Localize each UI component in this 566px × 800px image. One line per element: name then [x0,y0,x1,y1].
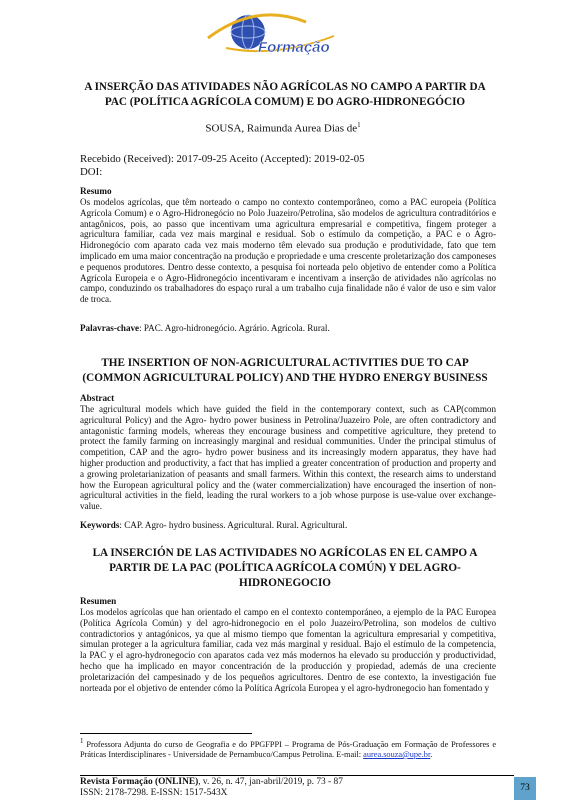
keywords-label: Keywords [80,520,120,530]
footnote-text: Professora Adjunta do curso de Geografia e do PPGFPPI – Programa de Pós-Graduação em Formação de Professores e Práticas Interdisciplinares - Universidade de Pernambuco/Campus Petrolina. E-mail: [80,739,496,759]
title-line: PAC (POLÍTICA AGRÍCOLA COMUM) E DO AGRO-HIDRONEGÓCIO [104,96,466,108]
author-name: SOUSA, Raimunda Aurea Dias de [205,122,358,135]
title-line: HIDRONEGOCIO [239,577,331,589]
footnote: $^1$ Professora Adjunta do curso de Geografia e do PPGFPPI – Programa de Pós-Graduação em Formação de Professores e Práticas Interdisciplinares - Universidade de Pernambuco/Campus Petrolina. E-mail: aurea.souza@upe.br. [80,738,496,759]
keywords-en [80,520,496,530]
title-line: A INSERÇÃO DAS ATIVIDADES NÃO AGRÍCOLAS NO CAMPO A PARTIR DA [84,81,486,93]
abstract-heading-en: Abstract [80,393,115,403]
title-line: THE INSERTION OF NON-AGRICULTURAL ACTIVITIES DUE TO CAP [101,357,469,369]
journal-logo [196,8,346,60]
author-email-link[interactable]: aurea.souza@upe.br [363,749,431,759]
received-accepted-dates: Recebido (Received): 2017-09-25 Aceito (Accepted): 2019-02-05 [80,153,365,165]
abstract-text-es: Los modelos agrícolas que han orientado el campo en el contexto contemporáneo, a ejemplo de la PAC Europea (Política Agrícola Común) y del agro-hidronegocio en el polo Juazeiro/Petrolina, son modelos de cultivo contradictorios y antagónicos, ya que al mismo tiempo que fomentan la agricultura empresarial y competitiva, simulan proteger a la agricultura familiar, cada vez más marginal y residual. Bajo el estímulo de la competencia, la PAC y el agro-hydronegocio con aparatos cada vez más modernos ha elevado su producción y productividad, hecho que ha implicado en mayor concentración de la producción y propiedad, además de una creciente proletarización del campesinado y de los pequeños agricultores. Dentro de ese contexto, la investigación fue norteada por el objetivo de entender cómo la Política Agrícola Europea y el agro-hydronegocio han fomentado y [80,607,496,693]
footnote-separator [80,733,252,734]
journal-footer [80,777,343,799]
journal-issn: ISSN: 2178-7298. E-ISSN: 1517-543X [80,788,228,798]
article-title-pt [80,80,490,110]
abstract-heading-es: Resumen [80,596,117,606]
svg-text:Formação: Formação [258,39,330,56]
author-line [0,121,566,135]
abstract-heading-pt: Resumo [80,186,112,196]
page-number: 73 [514,777,536,800]
globe-logo-icon [196,8,346,60]
journal-citation: , v. 26, n. 47, jan-abril/2019, p. 73 - 87 [198,777,343,787]
title-line: (COMMON AGRICULTURAL POLICY) AND THE HYDRO ENERGY BUSINESS [82,372,488,384]
article-title-en [80,356,490,386]
abstract-text-pt: Os modelos agrícolas, que têm norteado o campo no contexto contemporâneo, como a PAC europeia (Política Agrícola Comum) e o Agro-Hidronegócio no Polo Juazeiro/Petrolina, são modelos de agricultura contraditórios e antagônicos, pois, ao passo que incentivam uma agricultura empresarial e competitiva, fingem proteger a agricultura familiar, cada vez mais marginal e residual. Sob o estímulo da competição, a PAC e o Agro-Hidronegócio com aparato cada vez mais moderno têm elevado sua produção e produtividade, fato que tem implicado em uma maior concentração na produção e propriedade e uma crescente proletarização dos camponeses e pequenos produtores. Dentro desse contexto, a pesquisa foi norteada pelo objetivo de entender como a Política Agrícola Europeia e o Agro-Hidronegócio incentivaram e incentivam a inserção de atividades não agrícolas no campo, conduzindo os trabalhadores do espaço rural a um trabalho cuja finalidade não é valor de uso e sim valor de troca. [80,197,496,305]
keywords-pt [80,323,496,333]
keywords-label: Palavras-chave [80,323,140,333]
author-footnote-marker: 1 [357,121,361,129]
doi-label: DOI: [80,166,103,178]
title-line: PARTIR DE LA PAC (POLÍTICA AGRÍCOLA COMÚN) Y DEL AGRO- [109,562,461,574]
title-line: LA INSERCIÓN DE LAS ACTIVIDADES NO AGRÍCOLAS EN EL CAMPO A [92,547,478,559]
keywords-value: : CAP. Agro- hydro business. Agricultural. Rural. Agricultural. [119,520,348,530]
footnote-marker: 1 [80,738,84,745]
journal-name: Revista Formação (ONLINE) [80,777,199,787]
article-title-es [80,546,490,591]
footer-rule [80,775,514,776]
keywords-value: : PAC. Agro-hidronegócio. Agrário. Agrícola. Rural. [139,323,330,333]
abstract-text-en: The agricultural models which have guided the field in the contemporary context, such as CAP(common agricultural Policy) and the Agro- hydro power business in Petrolina/Juazeiro Pole, are often contradictory and antagonistic farming models, whereas they encourage business and competitive agriculture, they pretend to protect the family farming on increasingly marginal and residual communities. Under the principal stimulus of competition, CAP and the agro- hydro power business and its increasingly modern apparatus, they have had higher production and productivity, a fact that has implied a greater concentration of production and property and a growing proletarianization of peasants and small farmers. Within this context, the research aims to understand how the European agricultural policy and the (water commercialization) have encouraged the insertion of non-agricultural activities in the field, leading the rural workers to a job whose purpose is use-value over exchange-value. [80,404,496,512]
